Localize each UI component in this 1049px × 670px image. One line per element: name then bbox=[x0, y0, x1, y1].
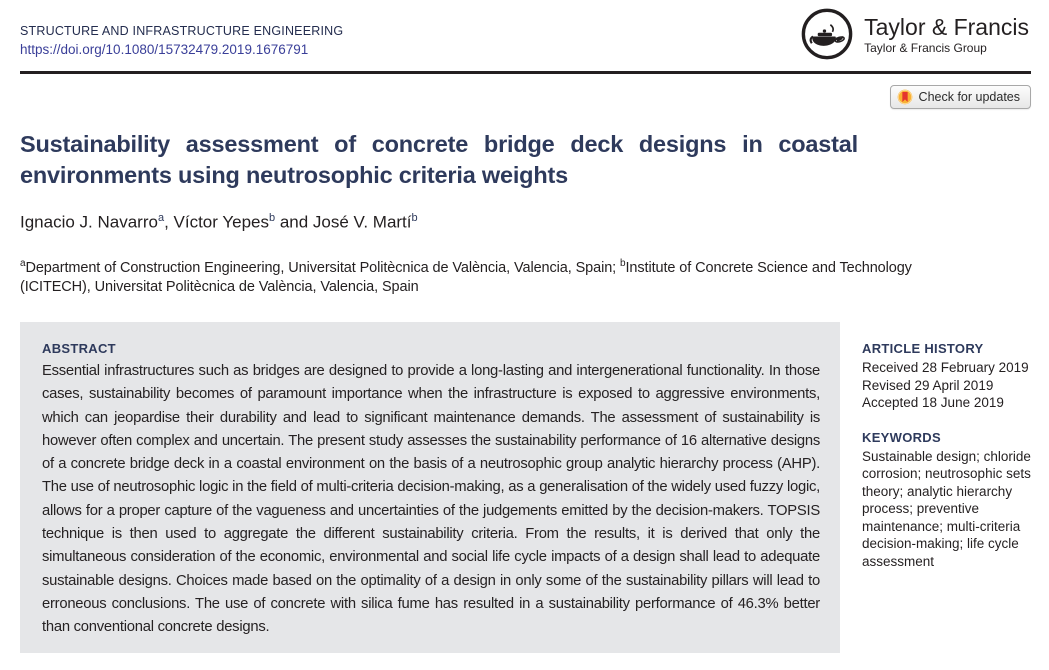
page-title: Sustainability assessment of concrete bridge deck designs in coastal environments using neutrosophic criteria weights bbox=[20, 131, 858, 188]
abstract-box bbox=[20, 322, 840, 653]
author-line: Ignacio J. Navarro$^a$, Víctor Yepes$^b$ and José V. Martí$^b$ bbox=[20, 212, 418, 232]
doi-link[interactable]: https://doi.org/10.1080/15732479.2019.1676791 bbox=[20, 42, 309, 57]
keywords-text: Sustainable design; chloride corrosion; neutrosophic sets theory; analytic hierarchy process; preventive maintenance; multi-criteria decision-making; life cycle assessment bbox=[862, 448, 1031, 569]
keywords-block bbox=[862, 430, 1040, 571]
brand-text bbox=[864, 14, 1029, 55]
abstract-text: Essential infrastructures such as bridges are designed to provide a long-lasting and intergenerational functionality. In those cases, sustainability becomes of paramount importance when the infrastructure is exposed to aggressive environments, which can jeopardise their durability and lead to significant maintenance demands. The assessment of sustainability is however often complex and uncertain. The present study assesses the sustainability performance of 16 alternative designs of a concrete bridge deck in a coastal environment on the basis of a neutrosophic group analytic hierarchy process (AHP). The use of neutrosophic logic in the field of multi-criteria decision-making, as a generalisation of the widely used fuzzy logic, allows for a proper capture of the vagueness and uncertainties of the judgements emitted by the decision-makers. TOPSIS technique is then used to aggregate the different sustainability criteria. From the results, it is derived that only the simultaneous consideration of the economic, environmental and social life cycle impacts of a design shall lead to adequate sustainable designs. Choices made based on the optimality of a design in only some of the sustainability pillars will lead to erroneous conclusions. The use of concrete with silica fume has resulted in a sustainability performance of 46.3% better than conventional concrete designs. bbox=[42, 363, 820, 636]
article-history-lines bbox=[862, 359, 1040, 412]
check-for-updates-button[interactable] bbox=[890, 85, 1031, 109]
check-for-updates-label: Check for updates bbox=[918, 90, 1020, 104]
taylor-francis-lamp-icon bbox=[800, 7, 854, 61]
article-meta-column bbox=[862, 341, 1040, 570]
article-history-heading: ARTICLE HISTORY bbox=[862, 341, 984, 356]
publisher-brand bbox=[800, 7, 1029, 61]
history-revised: Revised 29 April 2019 bbox=[862, 377, 994, 393]
journal-header bbox=[20, 24, 343, 59]
brand-name: Taylor & Francis bbox=[864, 13, 1029, 40]
history-received: Received 28 February 2019 bbox=[862, 360, 1029, 375]
crossmark-icon bbox=[897, 89, 913, 105]
header-divider bbox=[20, 71, 1031, 74]
brand-group: Taylor & Francis Group bbox=[864, 40, 987, 55]
journal-name: STRUCTURE AND INFRASTRUCTURE ENGINEERING bbox=[20, 24, 344, 38]
abstract-heading: ABSTRACT bbox=[42, 341, 116, 356]
keywords-heading: KEYWORDS bbox=[862, 429, 941, 445]
history-accepted: Accepted 18 June 2019 bbox=[862, 395, 1004, 410]
article-history-block bbox=[862, 341, 1040, 412]
affiliations: $^a$Department of Construction Engineering, Universitat Politècnica de València, Valencia, Spain; $^b$Institute of Concrete Science and Technology (ICITECH), Universitat Politècnica de València, Valencia, Spain bbox=[20, 258, 912, 296]
